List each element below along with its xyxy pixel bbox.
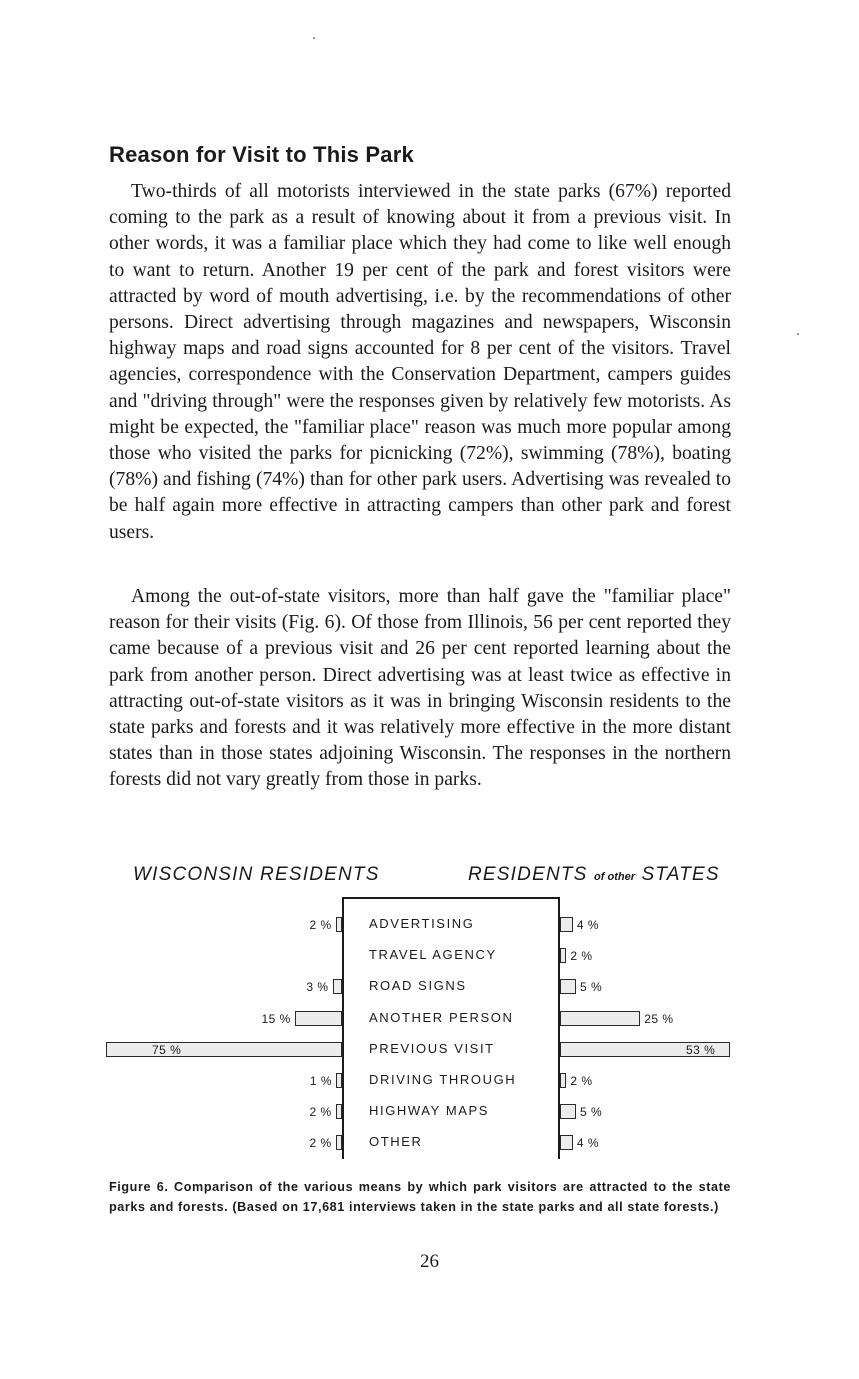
left-value-label: 2 % [309,1105,332,1120]
left-value-label: 2 % [309,918,332,932]
body-paragraph-2: Among the out-of-state visitors, more than half gave the "familiar place" reason for their visits (Fig. 6). Of those from Illinois, 56 per cent reported they came because of a previous visit and 26 per cent reported learning about the park from another person. Direct advertising was at least twice as effective in attracting out-of-state visitors as it was in bringing Wisconsin residents to the state parks and forests and it was relatively more effective in the more distant states than in those states adjoining Wisconsin. The responses in the northern forests did not vary greatly from those in parks. [109,586,731,791]
figure-caption: Figure 6. Comparison of the various means by which park visitors are attracted to the state parks and forests. (Based on 17,681 interviews taken in the state parks and all state forests.) [109,1180,731,1214]
scan-speck [797,333,799,335]
right-value-label: 53 % [686,1042,716,1057]
chart-right-title-part: RESIDENTS [468,864,588,885]
chart-left-title: WISCONSIN RESIDENTS [133,864,380,885]
left-bar [295,1011,342,1026]
right-value-label: 25 % [644,1011,674,1026]
left-bar [336,1073,342,1088]
page-number: 26 [420,1251,439,1272]
right-bar [560,1104,576,1119]
chart-right-title-part: of other [594,871,635,883]
left-value-label: 1 % [309,1074,332,1088]
left-value-label: 2 % [309,1136,332,1151]
right-value-label: 5 % [580,980,603,995]
right-bar [560,948,566,963]
body-paragraph-1: Two-thirds of all motorists interviewed in the state parks (67%) reported coming to the park as a result of knowing about it from a previous visit. In other words, it was a familiar place which they had come to like well enough to want to return. Another 19 per cent of the park and forest visitors were attracted by word of mouth advertising, i.e. by the recommendations of other persons. Direct advertising through magazines and newspapers, Wisconsin highway maps and road signs accounted for 8 per cent of the visitors. Travel agencies, correspondence with the Conservation Department, campers guides and "driving through" were the responses given by relatively few motorists. As might be expected, the "familiar place" reason was much more popular among those who visited the parks for picnicking (72%), swimming (78%), boating (78%) and fishing (74%) than for other park users. Advertising was revealed to be half again more effective in attracting campers than other park and forest users. [109,181,731,543]
left-value-label: 75 % [152,1042,182,1057]
left-value-label: 15 % [261,1011,291,1026]
right-bar [560,979,576,994]
left-value-label: 3 % [306,980,329,995]
right-bar [560,1073,566,1088]
right-value-label: 2 % [570,1074,593,1088]
chart-right-title [468,864,720,886]
chart-right-title-part: STATES [641,864,720,885]
right-value-label: 2 % [570,949,593,964]
category-label: ADVERTISING [369,916,475,931]
right-bar [560,917,573,932]
category-label: ROAD SIGNS [369,978,467,994]
right-bar [560,1011,640,1026]
category-label: TRAVEL AGENCY [369,947,497,963]
right-value-label: 5 % [580,1105,603,1120]
section-heading: Reason for Visit to This Park [109,142,414,167]
left-bar [336,1135,342,1150]
category-label: OTHER [369,1134,423,1150]
left-bar [336,917,342,932]
left-bar [106,1042,342,1057]
category-panel [342,897,560,1159]
right-value-label: 4 % [576,1136,600,1151]
right-value-label: 4 % [576,918,600,932]
left-bar [336,1104,342,1119]
category-label: PREVIOUS VISIT [369,1040,495,1056]
scan-speck [313,37,315,39]
category-label: DRIVING THROUGH [369,1072,517,1087]
category-label: HIGHWAY MAPS [369,1103,490,1119]
right-bar [560,1135,573,1150]
left-bar [333,979,342,994]
category-label: ANOTHER PERSON [369,1009,514,1025]
